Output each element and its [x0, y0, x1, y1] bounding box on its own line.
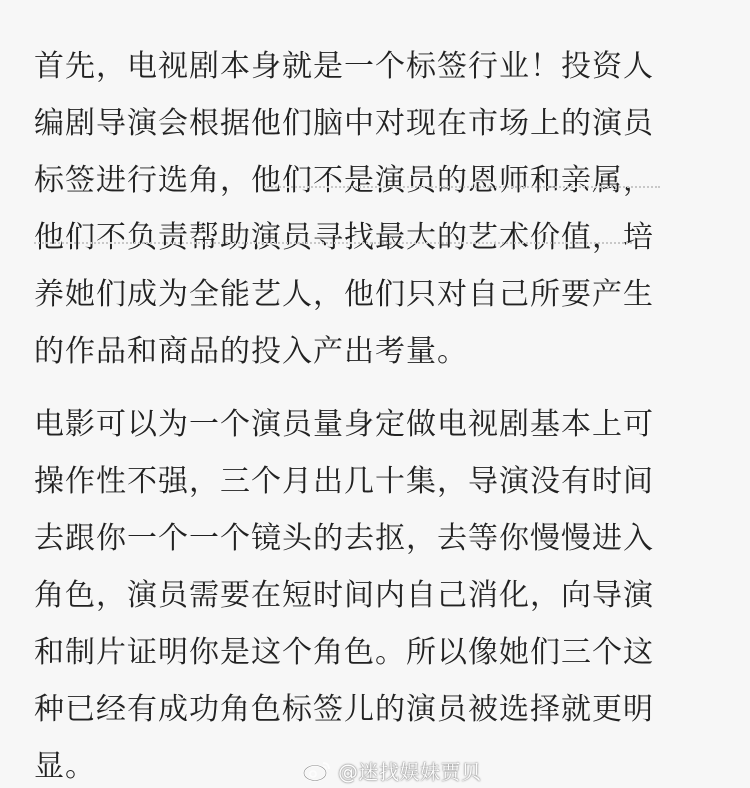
weibo-logo-icon — [302, 760, 332, 782]
paragraph-line: 的作品和商品的投入产出考量。 — [34, 334, 468, 369]
paragraph-line: 操作性不强，三个月出几十集，导演没有时间 — [34, 464, 654, 499]
paragraph-line: 首先，电视剧本身就是一个标签行业！投资人 — [34, 49, 654, 84]
paragraph-line: 和制片证明你是这个角色。所以像她们三个这 — [34, 635, 654, 670]
dotted-underline — [264, 186, 660, 188]
paragraph-line: 去跟你一个一个镜头的去抠，去等你慢慢进入 — [34, 521, 654, 556]
paragraph-line: 养她们成为全能艺人，他们只对自己所要产生 — [34, 277, 654, 312]
paragraph-line: 他们不负责帮助演员寻找最大的艺术价值，培 — [34, 220, 654, 255]
paragraph-line: 标签进行选角，他们不是演员的恩师和亲属， — [34, 163, 654, 198]
paragraph-line: 编剧导演会根据他们脑中对现在市场上的演员 — [34, 106, 654, 141]
watermark — [302, 756, 482, 785]
dotted-underline — [34, 242, 632, 244]
paragraph-line: 显。 — [34, 749, 96, 784]
paragraph-line: 角色，演员需要在短时间内自己消化，向导演 — [34, 578, 654, 613]
paragraph-1 — [34, 38, 724, 380]
paragraph-line: 种已经有成功角色标签儿的演员被选择就更明 — [34, 692, 654, 727]
watermark-text: @迷找娱妹贾贝 — [338, 760, 482, 784]
paragraph-2 — [34, 396, 724, 788]
paragraph-line: 电影可以为一个演员量身定做电视剧基本上可 — [34, 407, 654, 442]
